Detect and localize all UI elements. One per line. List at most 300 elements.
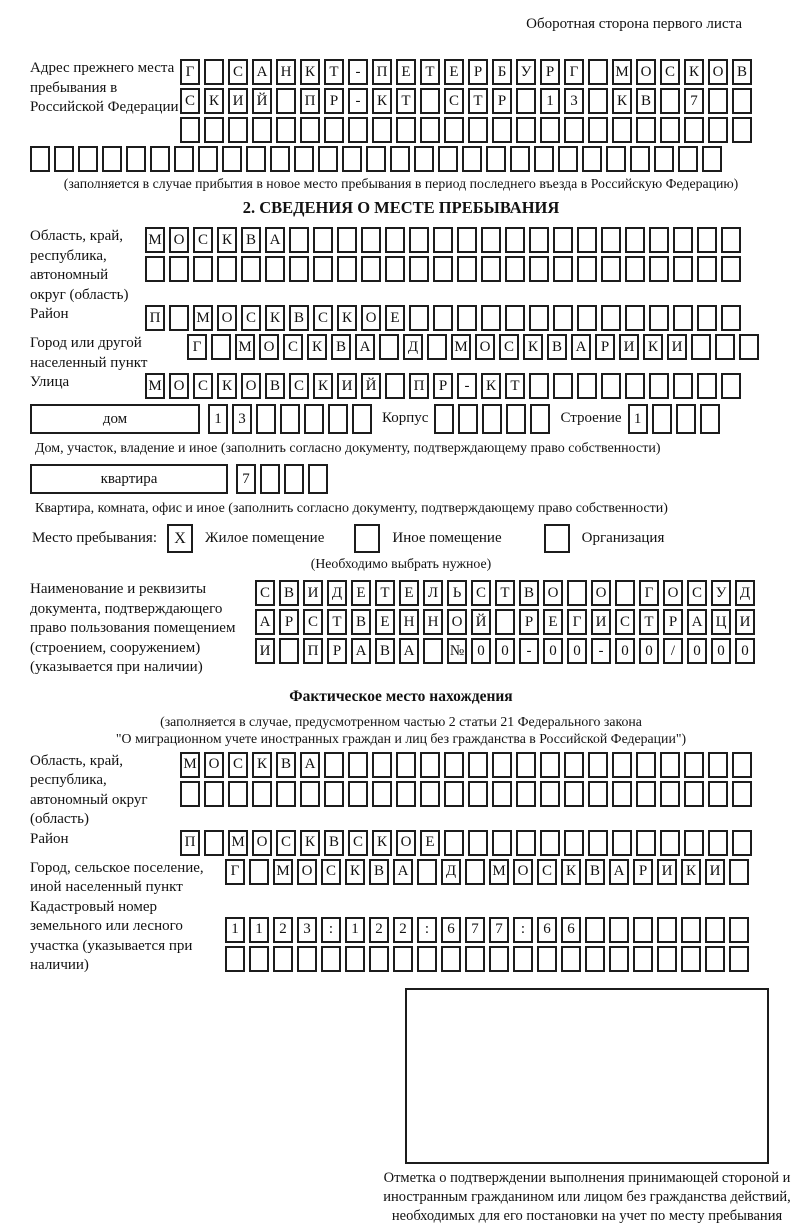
char-cell[interactable]: М <box>145 373 165 399</box>
char-cell[interactable] <box>506 404 526 434</box>
char-cell[interactable]: Т <box>505 373 525 399</box>
char-cell[interactable] <box>321 946 341 972</box>
char-cell[interactable]: Г <box>567 609 587 635</box>
char-cell[interactable] <box>352 404 372 434</box>
char-cell[interactable]: М <box>180 752 200 778</box>
char-cell[interactable]: 3 <box>232 404 252 434</box>
char-cell[interactable]: О <box>636 59 656 85</box>
char-cell[interactable] <box>588 781 608 807</box>
char-cell[interactable] <box>495 609 515 635</box>
char-cell[interactable]: К <box>204 88 224 114</box>
char-cell[interactable]: 3 <box>297 917 317 943</box>
char-cell[interactable] <box>308 464 328 494</box>
char-cell[interactable] <box>732 830 752 856</box>
char-cell[interactable]: - <box>348 59 368 85</box>
char-cell[interactable] <box>348 781 368 807</box>
char-cell[interactable]: - <box>348 88 368 114</box>
char-cell[interactable]: П <box>372 59 392 85</box>
char-cell[interactable]: В <box>351 609 371 635</box>
char-cell[interactable] <box>732 781 752 807</box>
char-cell[interactable] <box>678 146 698 172</box>
char-cell[interactable]: Е <box>420 830 440 856</box>
char-cell[interactable] <box>304 404 324 434</box>
char-cell[interactable]: 1 <box>540 88 560 114</box>
char-cell[interactable] <box>462 146 482 172</box>
char-cell[interactable] <box>276 88 296 114</box>
char-cell[interactable] <box>705 917 725 943</box>
char-cell[interactable] <box>417 859 437 885</box>
char-cell[interactable]: М <box>235 334 255 360</box>
char-cell[interactable] <box>721 227 741 253</box>
char-cell[interactable] <box>300 117 320 143</box>
char-cell[interactable] <box>423 638 443 664</box>
char-cell[interactable]: В <box>519 580 539 606</box>
char-cell[interactable] <box>585 917 605 943</box>
char-cell[interactable]: К <box>307 334 327 360</box>
char-cell[interactable]: 7 <box>489 917 509 943</box>
char-cell[interactable] <box>553 373 573 399</box>
char-cell[interactable]: П <box>145 305 165 331</box>
char-cell[interactable]: А <box>252 59 272 85</box>
char-cell[interactable]: О <box>475 334 495 360</box>
char-cell[interactable]: Г <box>564 59 584 85</box>
char-cell[interactable] <box>457 256 477 282</box>
char-cell[interactable] <box>468 117 488 143</box>
char-cell[interactable] <box>379 334 399 360</box>
char-cell[interactable] <box>510 146 530 172</box>
char-cell[interactable] <box>204 59 224 85</box>
char-cell[interactable]: П <box>300 88 320 114</box>
char-cell[interactable]: 1 <box>225 917 245 943</box>
char-cell[interactable]: К <box>523 334 543 360</box>
char-cell[interactable]: 1 <box>249 917 269 943</box>
char-cell[interactable]: : <box>417 917 437 943</box>
char-cell[interactable] <box>660 781 680 807</box>
char-cell[interactable]: О <box>252 830 272 856</box>
char-cell[interactable] <box>465 859 485 885</box>
char-cell[interactable] <box>385 227 405 253</box>
char-cell[interactable]: С <box>241 305 261 331</box>
char-cell[interactable]: О <box>217 305 237 331</box>
char-cell[interactable] <box>615 580 635 606</box>
char-cell[interactable]: К <box>681 859 701 885</box>
char-cell[interactable] <box>468 752 488 778</box>
char-cell[interactable]: О <box>591 580 611 606</box>
char-cell[interactable]: К <box>345 859 365 885</box>
char-cell[interactable] <box>697 227 717 253</box>
char-cell[interactable] <box>588 752 608 778</box>
char-cell[interactable] <box>54 146 74 172</box>
char-cell[interactable]: 0 <box>711 638 731 664</box>
char-cell[interactable] <box>492 117 512 143</box>
char-cell[interactable] <box>612 830 632 856</box>
char-cell[interactable]: Ь <box>447 580 467 606</box>
char-cell[interactable] <box>601 305 621 331</box>
apartment-type-box[interactable]: квартира <box>30 464 228 494</box>
char-cell[interactable]: 2 <box>369 917 389 943</box>
char-cell[interactable] <box>540 117 560 143</box>
char-cell[interactable]: Д <box>735 580 755 606</box>
char-cell[interactable] <box>729 946 749 972</box>
char-cell[interactable] <box>270 146 290 172</box>
char-cell[interactable]: Н <box>423 609 443 635</box>
char-cell[interactable]: С <box>283 334 303 360</box>
char-cell[interactable] <box>328 404 348 434</box>
char-cell[interactable]: С <box>228 752 248 778</box>
char-cell[interactable]: Е <box>396 59 416 85</box>
char-cell[interactable] <box>564 117 584 143</box>
char-cell[interactable] <box>652 404 672 434</box>
char-cell[interactable]: М <box>228 830 248 856</box>
char-cell[interactable] <box>324 781 344 807</box>
char-cell[interactable] <box>516 88 536 114</box>
char-cell[interactable] <box>420 117 440 143</box>
char-cell[interactable]: Р <box>324 88 344 114</box>
char-cell[interactable]: 1 <box>345 917 365 943</box>
char-cell[interactable]: М <box>273 859 293 885</box>
char-cell[interactable] <box>606 146 626 172</box>
char-cell[interactable] <box>372 752 392 778</box>
char-cell[interactable] <box>585 946 605 972</box>
char-cell[interactable] <box>217 256 237 282</box>
char-cell[interactable]: У <box>516 59 536 85</box>
char-cell[interactable] <box>276 117 296 143</box>
char-cell[interactable]: О <box>396 830 416 856</box>
char-cell[interactable]: В <box>241 227 261 253</box>
char-cell[interactable]: Т <box>324 59 344 85</box>
char-cell[interactable] <box>636 830 656 856</box>
char-cell[interactable]: Л <box>423 580 443 606</box>
char-cell[interactable]: М <box>612 59 632 85</box>
char-cell[interactable]: О <box>259 334 279 360</box>
char-cell[interactable]: М <box>145 227 165 253</box>
char-cell[interactable] <box>385 373 405 399</box>
char-cell[interactable]: 6 <box>561 917 581 943</box>
char-cell[interactable]: Е <box>543 609 563 635</box>
char-cell[interactable]: 0 <box>471 638 491 664</box>
char-cell[interactable] <box>492 830 512 856</box>
char-cell[interactable]: Д <box>403 334 423 360</box>
char-cell[interactable] <box>204 830 224 856</box>
char-cell[interactable] <box>372 117 392 143</box>
char-cell[interactable] <box>492 752 512 778</box>
char-cell[interactable]: Р <box>633 859 653 885</box>
char-cell[interactable]: К <box>643 334 663 360</box>
char-cell[interactable]: 3 <box>564 88 584 114</box>
char-cell[interactable]: В <box>265 373 285 399</box>
char-cell[interactable] <box>612 117 632 143</box>
char-cell[interactable] <box>169 256 189 282</box>
char-cell[interactable]: Й <box>361 373 381 399</box>
char-cell[interactable] <box>588 88 608 114</box>
char-cell[interactable] <box>529 227 549 253</box>
char-cell[interactable]: 1 <box>628 404 648 434</box>
char-cell[interactable]: Р <box>492 88 512 114</box>
char-cell[interactable]: С <box>687 580 707 606</box>
char-cell[interactable]: А <box>351 638 371 664</box>
char-cell[interactable]: М <box>451 334 471 360</box>
char-cell[interactable]: 0 <box>615 638 635 664</box>
char-cell[interactable] <box>588 117 608 143</box>
char-cell[interactable]: И <box>667 334 687 360</box>
char-cell[interactable] <box>102 146 122 172</box>
char-cell[interactable]: Н <box>399 609 419 635</box>
char-cell[interactable]: 0 <box>543 638 563 664</box>
char-cell[interactable]: С <box>660 59 680 85</box>
char-cell[interactable] <box>180 781 200 807</box>
char-cell[interactable] <box>700 404 720 434</box>
char-cell[interactable] <box>414 146 434 172</box>
char-cell[interactable] <box>228 117 248 143</box>
char-cell[interactable] <box>657 917 677 943</box>
char-cell[interactable]: И <box>337 373 357 399</box>
char-cell[interactable]: 2 <box>393 917 413 943</box>
char-cell[interactable] <box>409 305 429 331</box>
char-cell[interactable] <box>577 305 597 331</box>
char-cell[interactable]: А <box>255 609 275 635</box>
char-cell[interactable] <box>529 373 549 399</box>
char-cell[interactable] <box>721 305 741 331</box>
char-cell[interactable] <box>180 117 200 143</box>
char-cell[interactable] <box>649 256 669 282</box>
char-cell[interactable]: Б <box>492 59 512 85</box>
char-cell[interactable] <box>529 256 549 282</box>
char-cell[interactable] <box>225 946 245 972</box>
char-cell[interactable]: К <box>300 59 320 85</box>
char-cell[interactable]: К <box>217 373 237 399</box>
char-cell[interactable] <box>361 227 381 253</box>
char-cell[interactable] <box>530 404 550 434</box>
char-cell[interactable]: О <box>297 859 317 885</box>
char-cell[interactable]: А <box>300 752 320 778</box>
char-cell[interactable] <box>433 305 453 331</box>
char-cell[interactable] <box>649 373 669 399</box>
char-cell[interactable] <box>396 752 416 778</box>
char-cell[interactable] <box>516 117 536 143</box>
char-cell[interactable]: Т <box>639 609 659 635</box>
char-cell[interactable] <box>558 146 578 172</box>
char-cell[interactable] <box>684 781 704 807</box>
char-cell[interactable] <box>633 946 653 972</box>
char-cell[interactable] <box>444 117 464 143</box>
char-cell[interactable] <box>204 781 224 807</box>
char-cell[interactable] <box>684 117 704 143</box>
char-cell[interactable]: - <box>519 638 539 664</box>
char-cell[interactable]: 0 <box>735 638 755 664</box>
char-cell[interactable] <box>577 256 597 282</box>
char-cell[interactable] <box>582 146 602 172</box>
char-cell[interactable]: В <box>547 334 567 360</box>
char-cell[interactable]: - <box>457 373 477 399</box>
char-cell[interactable]: В <box>324 830 344 856</box>
char-cell[interactable] <box>313 227 333 253</box>
char-cell[interactable] <box>492 781 512 807</box>
char-cell[interactable]: Е <box>375 609 395 635</box>
char-cell[interactable] <box>265 256 285 282</box>
char-cell[interactable]: С <box>193 227 213 253</box>
char-cell[interactable] <box>540 752 560 778</box>
char-cell[interactable]: О <box>204 752 224 778</box>
char-cell[interactable] <box>337 256 357 282</box>
char-cell[interactable]: С <box>276 830 296 856</box>
char-cell[interactable] <box>324 752 344 778</box>
char-cell[interactable] <box>468 830 488 856</box>
char-cell[interactable] <box>300 781 320 807</box>
char-cell[interactable]: № <box>447 638 467 664</box>
char-cell[interactable]: Г <box>639 580 659 606</box>
char-cell[interactable]: О <box>169 373 189 399</box>
char-cell[interactable] <box>345 946 365 972</box>
checkbox-residential[interactable]: X <box>167 524 193 553</box>
char-cell[interactable]: М <box>193 305 213 331</box>
char-cell[interactable] <box>385 256 405 282</box>
char-cell[interactable] <box>372 781 392 807</box>
char-cell[interactable]: Р <box>519 609 539 635</box>
char-cell[interactable]: Т <box>396 88 416 114</box>
char-cell[interactable] <box>625 227 645 253</box>
char-cell[interactable] <box>649 305 669 331</box>
char-cell[interactable] <box>284 464 304 494</box>
char-cell[interactable] <box>280 404 300 434</box>
char-cell[interactable]: О <box>543 580 563 606</box>
char-cell[interactable]: С <box>228 59 248 85</box>
char-cell[interactable] <box>78 146 98 172</box>
char-cell[interactable]: К <box>481 373 501 399</box>
char-cell[interactable] <box>249 946 269 972</box>
char-cell[interactable] <box>289 227 309 253</box>
char-cell[interactable] <box>564 781 584 807</box>
char-cell[interactable]: О <box>169 227 189 253</box>
char-cell[interactable] <box>273 946 293 972</box>
char-cell[interactable]: 6 <box>441 917 461 943</box>
char-cell[interactable] <box>505 227 525 253</box>
char-cell[interactable] <box>393 946 413 972</box>
char-cell[interactable] <box>697 256 717 282</box>
char-cell[interactable] <box>246 146 266 172</box>
char-cell[interactable] <box>630 146 650 172</box>
char-cell[interactable]: Т <box>420 59 440 85</box>
char-cell[interactable] <box>708 88 728 114</box>
char-cell[interactable] <box>625 256 645 282</box>
char-cell[interactable] <box>588 830 608 856</box>
char-cell[interactable] <box>739 334 759 360</box>
char-cell[interactable] <box>198 146 218 172</box>
char-cell[interactable]: Д <box>327 580 347 606</box>
char-cell[interactable] <box>691 334 711 360</box>
char-cell[interactable]: И <box>591 609 611 635</box>
char-cell[interactable] <box>481 256 501 282</box>
char-cell[interactable]: В <box>636 88 656 114</box>
char-cell[interactable]: Т <box>495 580 515 606</box>
char-cell[interactable]: : <box>321 917 341 943</box>
char-cell[interactable]: О <box>447 609 467 635</box>
char-cell[interactable]: С <box>255 580 275 606</box>
char-cell[interactable]: О <box>361 305 381 331</box>
char-cell[interactable] <box>660 752 680 778</box>
char-cell[interactable] <box>537 946 557 972</box>
char-cell[interactable]: И <box>619 334 639 360</box>
char-cell[interactable] <box>342 146 362 172</box>
char-cell[interactable] <box>256 404 276 434</box>
char-cell[interactable] <box>441 946 461 972</box>
char-cell[interactable]: К <box>372 830 392 856</box>
char-cell[interactable] <box>625 373 645 399</box>
char-cell[interactable] <box>705 946 725 972</box>
char-cell[interactable]: С <box>313 305 333 331</box>
char-cell[interactable]: В <box>375 638 395 664</box>
char-cell[interactable]: А <box>571 334 591 360</box>
char-cell[interactable] <box>636 752 656 778</box>
char-cell[interactable] <box>715 334 735 360</box>
char-cell[interactable] <box>481 227 501 253</box>
char-cell[interactable]: Н <box>276 59 296 85</box>
char-cell[interactable]: В <box>276 752 296 778</box>
char-cell[interactable] <box>174 146 194 172</box>
char-cell[interactable]: А <box>609 859 629 885</box>
char-cell[interactable] <box>657 946 677 972</box>
char-cell[interactable] <box>482 404 502 434</box>
char-cell[interactable]: К <box>313 373 333 399</box>
char-cell[interactable] <box>420 88 440 114</box>
char-cell[interactable]: И <box>303 580 323 606</box>
char-cell[interactable] <box>433 227 453 253</box>
char-cell[interactable]: Ц <box>711 609 731 635</box>
char-cell[interactable] <box>567 580 587 606</box>
char-cell[interactable]: 0 <box>495 638 515 664</box>
char-cell[interactable]: С <box>537 859 557 885</box>
char-cell[interactable] <box>438 146 458 172</box>
char-cell[interactable]: У <box>711 580 731 606</box>
char-cell[interactable]: С <box>615 609 635 635</box>
char-cell[interactable] <box>369 946 389 972</box>
char-cell[interactable] <box>729 917 749 943</box>
char-cell[interactable]: А <box>687 609 707 635</box>
char-cell[interactable] <box>654 146 674 172</box>
char-cell[interactable] <box>444 752 464 778</box>
char-cell[interactable]: 0 <box>567 638 587 664</box>
char-cell[interactable] <box>252 117 272 143</box>
char-cell[interactable] <box>697 305 717 331</box>
char-cell[interactable]: В <box>331 334 351 360</box>
char-cell[interactable]: О <box>241 373 261 399</box>
char-cell[interactable] <box>169 305 189 331</box>
char-cell[interactable]: В <box>279 580 299 606</box>
char-cell[interactable] <box>348 117 368 143</box>
char-cell[interactable] <box>444 830 464 856</box>
char-cell[interactable] <box>732 752 752 778</box>
char-cell[interactable] <box>553 227 573 253</box>
char-cell[interactable] <box>702 146 722 172</box>
char-cell[interactable] <box>361 256 381 282</box>
char-cell[interactable] <box>396 781 416 807</box>
char-cell[interactable] <box>612 781 632 807</box>
char-cell[interactable]: И <box>657 859 677 885</box>
char-cell[interactable]: С <box>499 334 519 360</box>
char-cell[interactable] <box>294 146 314 172</box>
char-cell[interactable] <box>390 146 410 172</box>
char-cell[interactable]: С <box>321 859 341 885</box>
char-cell[interactable] <box>564 830 584 856</box>
char-cell[interactable]: К <box>372 88 392 114</box>
char-cell[interactable] <box>660 117 680 143</box>
char-cell[interactable]: Р <box>433 373 453 399</box>
char-cell[interactable] <box>660 830 680 856</box>
char-cell[interactable]: К <box>561 859 581 885</box>
char-cell[interactable] <box>516 752 536 778</box>
char-cell[interactable] <box>721 256 741 282</box>
char-cell[interactable] <box>193 256 213 282</box>
char-cell[interactable]: / <box>663 638 683 664</box>
